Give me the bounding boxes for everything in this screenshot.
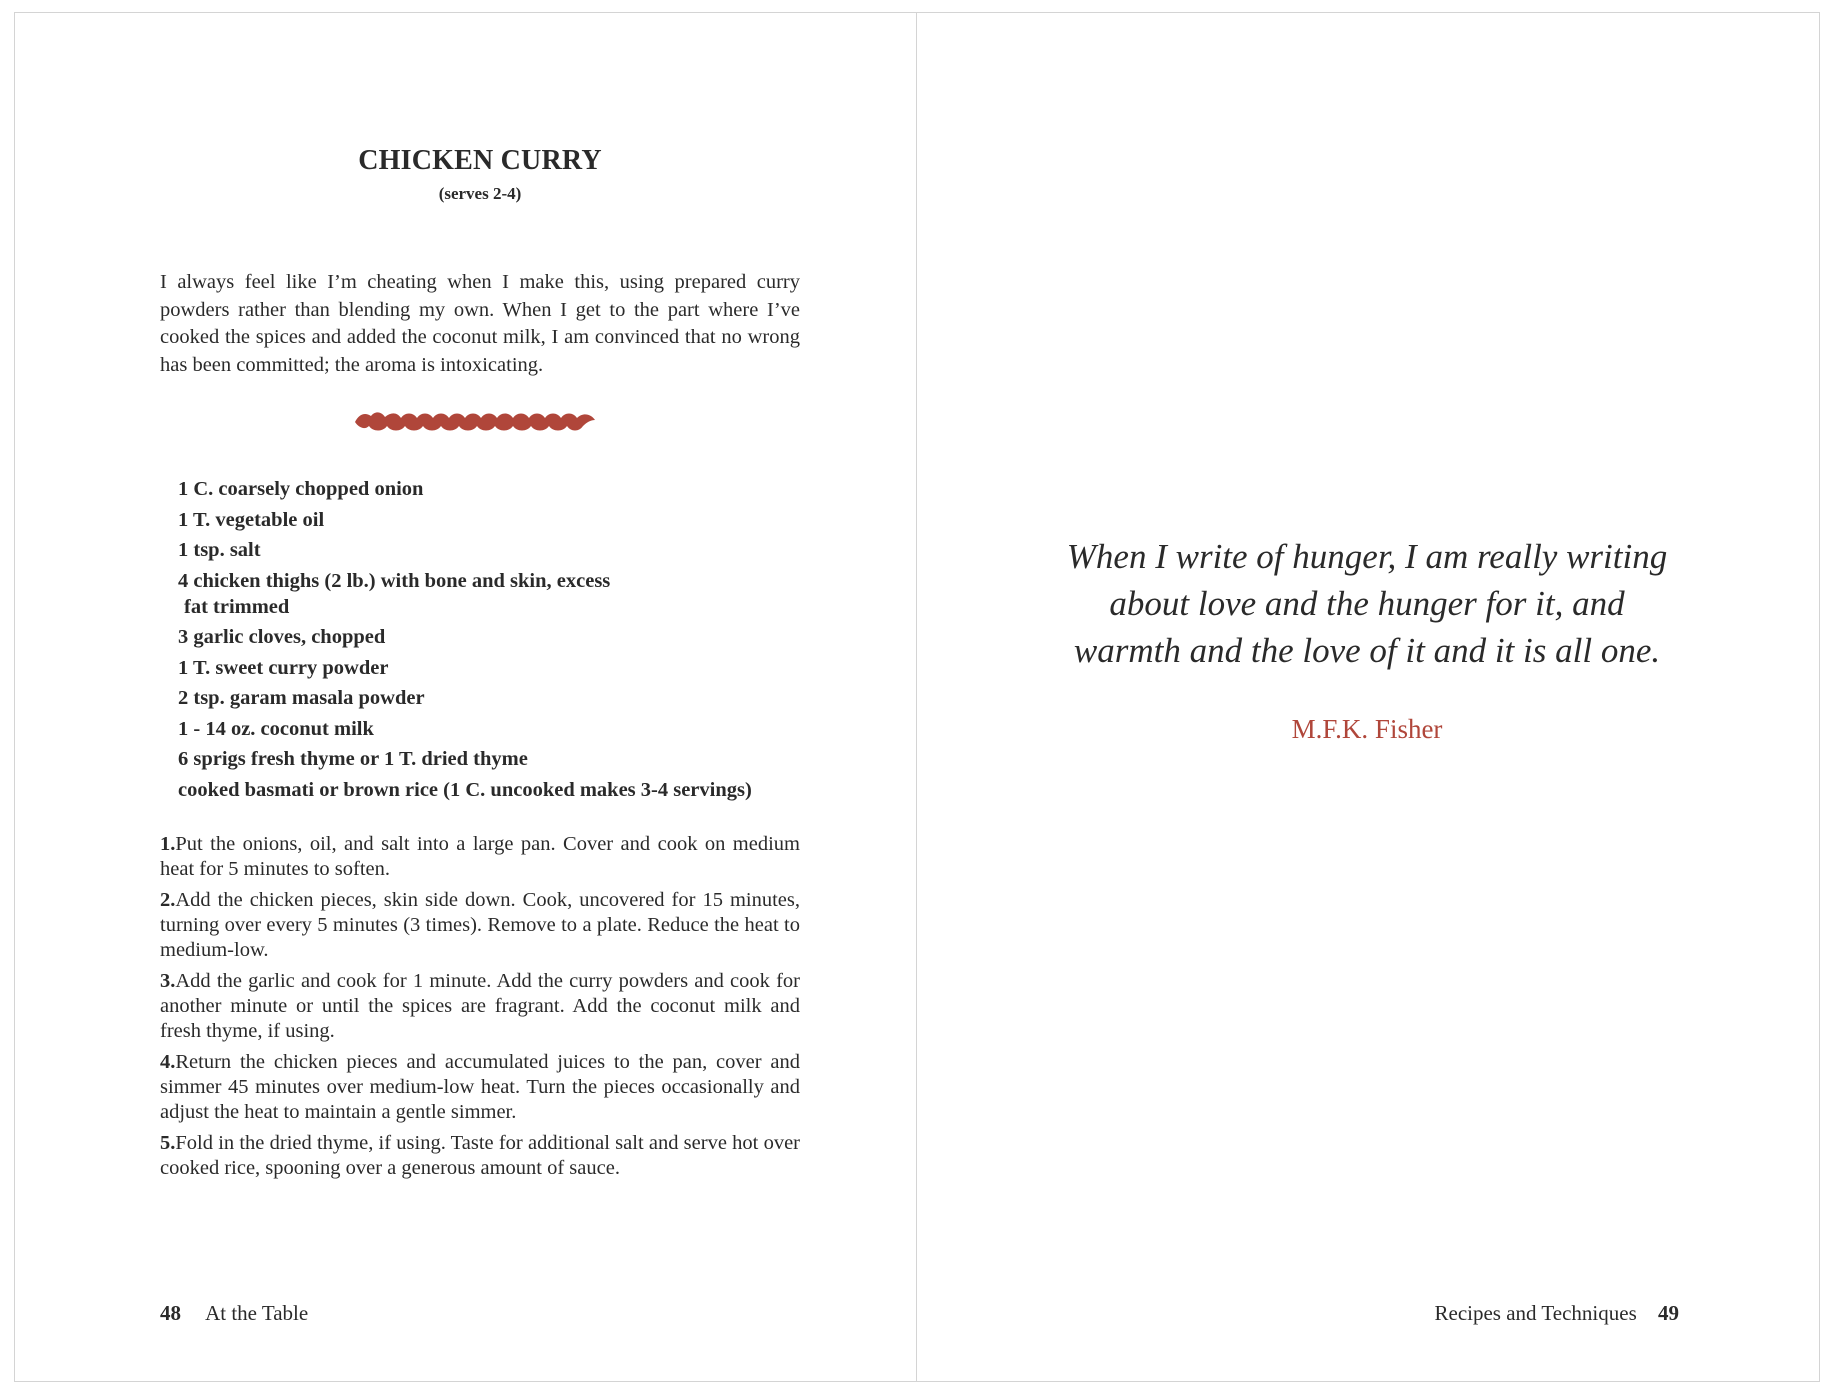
ingredient-text: 4 chicken thighs (2 lb.) with bone and skin, excess [178,569,611,592]
ingredient-item [178,568,818,620]
ingredient-item: 3 garlic cloves, chopped [178,626,386,648]
right-page [917,13,1819,1381]
step-text: Add the chicken pieces, skin side down. Cook, uncovered for 15 minutes, turning over every 5 minutes (3 times). Remove to a plate. Reduce the heat to medium-low. [160,889,800,961]
left-page [15,13,917,1381]
left-folio [160,1301,308,1326]
method-step: 3.Add the garlic and cook for 1 minute. Add the curry powders and cook for another minute or until the spices are fragrant. Add the coconut milk and fresh thyme, if using. [160,970,800,1042]
running-head: At the Table [205,1301,309,1325]
right-folio [1435,1301,1680,1326]
ingredient-item: 1 T. sweet curry powder [178,656,389,679]
running-head: Recipes and Techniques [1434,1301,1637,1325]
recipe-title: CHICKEN CURRY [358,145,602,176]
ingredients-list [178,476,818,807]
step-number: 3 [160,970,171,992]
recipe-intro: I always feel like I’m cheating when I make this, using prepared curry powders rather than blending my own. When I get to the part where I’ve cooked the spices and added the coconut milk, I am convinced that no wrong has been committed; the aroma is intoxicating. [160,271,800,376]
method-steps [160,832,800,1187]
book-spread [14,12,1820,1382]
step-number: 4 [160,1051,171,1073]
quote-line: warmth and the love of it and it is all one. [1073,631,1661,670]
step-text: Fold in the dried thyme, if using. Taste for additional salt and serve hot over cooked rice, spooning over a generous amount of sauce. [160,1132,800,1179]
ingredient-continuation: fat trimmed [184,595,290,618]
method-step: 2.Add the chicken pieces, skin side down. Cook, uncovered for 15 minutes, turning over every 5 minutes (3 times). Remove to a plate. Reduce the heat to medium-low. [160,889,800,961]
ingredient-item: 6 sprigs fresh thyme or 1 T. dried thyme [178,748,528,770]
ingredient-item: cooked basmati or brown rice (1 C. uncooked makes 3-4 servings) [178,778,752,801]
ingredient-item: 1 T. vegetable oil [178,508,325,531]
method-step: 4.Return the chicken pieces and accumulated juices to the pan, cover and simmer 45 minutes over medium-low heat. Turn the pieces occasionally and adjust the heat to maintain a gentle simmer. [160,1051,800,1123]
quote-author: M.F.K. Fisher [1291,714,1443,744]
method-step: 5.Fold in the dried thyme, if using. Taste for additional salt and serve hot over cooked rice, spooning over a generous amount of sauce. [160,1132,800,1179]
wave-divider-ornament [353,408,597,436]
step-text: Add the garlic and cook for 1 minute. Add the curry powders and cook for another minute or until the spices are fragrant. Add the coconut milk and fresh thyme, if using. [160,970,800,1042]
page-number: 48 [160,1301,181,1325]
page-number: 49 [1658,1301,1679,1325]
ingredient-item: 1 tsp. salt [178,539,261,561]
wave-divider-path [355,412,595,430]
ingredient-item: 1 C. coarsely chopped onion [178,478,424,500]
epigraph-quote [1027,533,1707,674]
method-step: 1.Put the onions, oil, and salt into a large pan. Cover and cook on medium heat for 5 minutes to soften. [160,833,800,880]
step-number: 5 [160,1132,171,1154]
step-text: Put the onions, oil, and salt into a large pan. Cover and cook on medium heat for 5 minutes to soften. [160,833,800,880]
step-number: 1 [160,833,171,855]
ingredient-item: 1 - 14 oz. coconut milk [178,717,374,740]
step-number: 2 [160,889,171,911]
ingredient-item: 2 tsp. garam masala powder [178,687,425,709]
recipe-serves: (serves 2-4) [438,184,522,203]
quote-line: about love and the hunger for it, and [1109,584,1625,623]
quote-line: When I write of hunger, I am really writing [1066,537,1668,576]
step-text: Return the chicken pieces and accumulated juices to the pan, cover and simmer 45 minutes over medium-low heat. Turn the pieces occasionally and adjust the heat to maintain a gentle simmer. [160,1051,800,1123]
